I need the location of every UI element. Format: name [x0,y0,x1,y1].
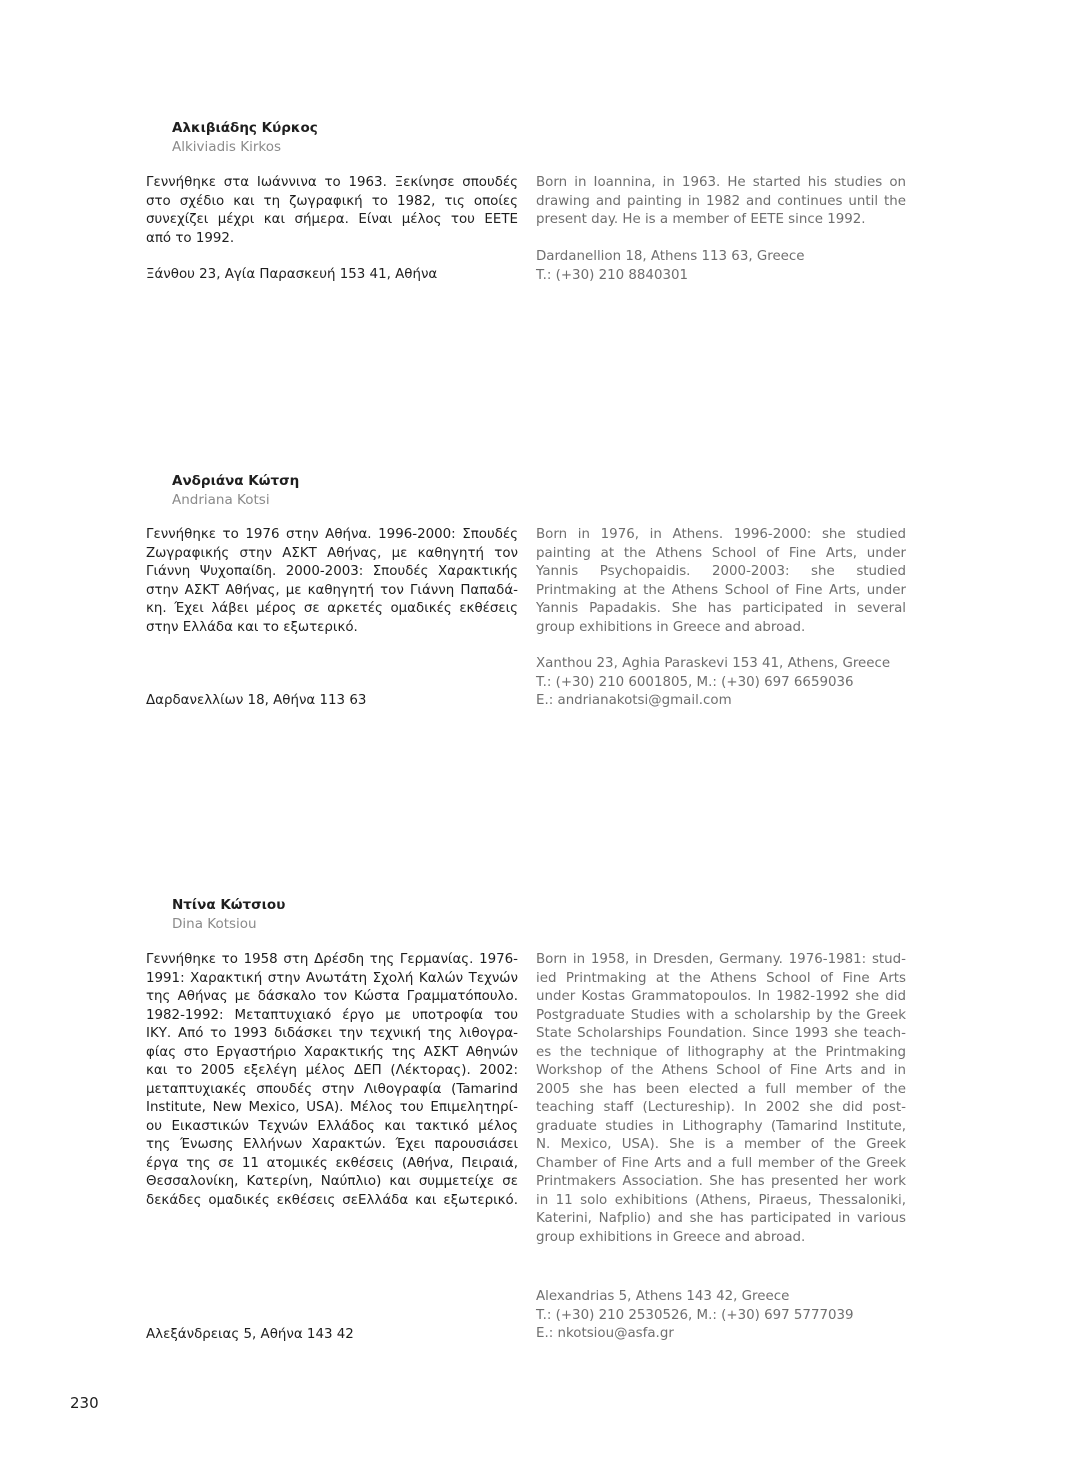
page-number: 230 [70,1394,99,1412]
bio-line: group exhibitions in Greece and abroad. [536,1229,806,1245]
address-english: Dardanellion 18, Athens 113 63, Greece [536,249,805,264]
bio-english [536,526,906,637]
email-english: E.: andrianakotsi@gmail.com [536,693,732,708]
artist-name-greek: Ντίνα Κώτσιου [172,897,286,913]
bio-line: Born in Ioannina, in 1963. He started his studies on [536,175,906,190]
address-greek: Δαρδανελλίων 18, Αθήνα 113 63 [146,693,367,708]
artist-name-english: Dina Kotsiou [172,916,257,932]
bio-line: στην Ελλάδα και το εξωτερικό. [146,619,358,635]
bio-line: Printmaking at the Athens School of Fine Arts, under [536,582,906,598]
address-greek: Αλεξάνδρειας 5, Αθήνα 143 42 [146,1327,354,1342]
bio-line: ΙΚΥ. Από το 1993 διδάσκει την τεχνική της λιθογρα- [146,1026,518,1041]
bio-line: στην ΑΣΚΤ Αθήνας, με καθηγητή τον Γιάννη Παπαδά- [146,582,518,598]
bio-line: Printmakers Association. She has presented her work [536,1174,906,1189]
bio-line: Γεννήθηκε το 1976 στην Αθήνα. 1996-2000: Σπουδές [146,527,518,542]
artist-name-english: Alkiviadis Kirkos [172,139,281,155]
phone-english: T.: (+30) 210 6001805, M.: (+30) 697 6659036 [536,674,854,690]
bio-line: κη. Έχει λάβει μέρος σε αρκετές ομαδικές εκθέσεις [146,601,518,616]
bio-english [536,951,906,1247]
bio-line: από το 1992. [146,230,235,246]
bio-line: Ζωγραφικής στην ΑΣΚΤ Αθήνας, με καθηγητή τον [146,545,518,561]
bio-line: μεταπτυχιακές σπουδές στην Λιθογραφία (Tamarind [146,1081,518,1097]
bio-line: στο σχέδιο και τη ζωγραφική το 1982, τις οποίες [146,193,518,209]
bio-line: ied Printmaking at the Athens School of Fine Arts [536,970,906,986]
bio-line: Θεσσαλονίκη, Κατερίνη, Ναύπλιο) και συμμετείχε σε [146,1174,518,1189]
bio-line: Chamber of Fine Arts and a full member of the Greek [536,1155,906,1171]
bio-line: Institute, New Mexico, USA). Μέλος του Επιμελητηρί- [146,1100,518,1115]
bio-line: 2005 she has been elected a full member of the [536,1081,906,1097]
bio-line: Postgraduate Studies with a scholarship by the Greek [536,1007,906,1023]
address-english: Alexandrias 5, Athens 143 42, Greece [536,1289,790,1304]
bio-line: της Αθήνας με δάσκαλο τον Κώστα Γραμματόπουλο. [146,989,518,1004]
bio-line: Born in 1958, in Dresden, Germany. 1976-1981: stud- [536,952,906,967]
bio-line: συνεχίζει μέχρι και σήμερα. Είναι μέλος του ΕΕΤΕ [146,212,518,227]
bio-line: δεκάδες ομαδικές εκθέσεις σεΕλλάδα και εξωτερικό. [146,1192,518,1208]
artist-name-greek: Αλκιβιάδης Κύρκος [172,120,318,136]
bio-line: group exhibitions in Greece and abroad. [536,619,806,635]
phone-english: T.: (+30) 210 8840301 [536,267,689,283]
contact-english [536,248,906,285]
bio-line: in 11 solo exhibitions (Athens, Piraeus, Thessaloniki, [536,1192,906,1208]
bio-line: graduate studies in Lithography (Tamarind Institute, [536,1118,906,1134]
bio-line: es the technique of lithography at the Printmaking [536,1044,906,1060]
bio-line: Workshop of the Athens School of Fine Arts and in [536,1063,906,1078]
bio-line: της Ένωσης Ελλήνων Χαρακτών. Έχει παρουσιάσει [146,1137,518,1152]
bio-line: present day. He is a member of EETE since 1992. [536,212,866,227]
bio-line: 1991: Χαρακτική στην Ανωτάτη Σχολή Καλών Τεχνών [146,970,518,986]
bio-greek [146,526,518,637]
bio-line: Γιάννη Ψυχοπαίδη. 2000-2003: Σπουδές Χαρακτικής [146,564,518,579]
bio-greek [146,951,518,1210]
bio-line: 1982-1992: Μεταπτυχιακό έργο με υποτροφία του [146,1007,518,1023]
contact-english [536,655,906,711]
bio-line: φίας στο Εργαστήριο Χαρακτικής της ΑΣΚΤ Αθηνών [146,1044,518,1060]
bio-line: N. Mexico, USA). She is a member of the Greek [536,1137,906,1152]
bio-line: έργα της σε 11 ατομικές εκθέσεις (Αθήνα, Πειραιά, [146,1155,518,1171]
bio-line: Γεννήθηκε το 1958 στη Δρέσδη της Γερμανίας. 1976- [146,952,518,967]
bio-line: Γεννήθηκε στα Ιωάννινα το 1963. Ξεκίνησε σπουδές [146,175,518,190]
bio-line: Yannis Papadakis. She has participated in several [536,601,906,616]
bio-line: State Scholarships Foundation. Since 1993 she teach- [536,1026,906,1041]
bio-line: under Kostas Grammatopoulos. In 1982-1992 she did [536,989,906,1004]
bio-line: Yannis Psychopaidis. 2000-2003: she studied [536,564,906,579]
bio-line: Born in 1976, in Athens. 1996-2000: she studied [536,527,906,542]
email-english: E.: nkotsiou@asfa.gr [536,1326,674,1341]
artist-name-greek: Ανδριάνα Κώτση [172,473,300,489]
address-english: Xanthou 23, Aghia Paraskevi 153 41, Athens, Greece [536,656,891,671]
bio-line: Katerini, Nafplio) and she has participated in various [536,1211,906,1226]
contact-english [536,1288,906,1344]
bio-english [536,174,906,230]
bio-greek [146,174,518,248]
bio-line: painting at the Athens School of Fine Arts, under [536,545,906,561]
bio-line: και το 2005 εξελέγη μέλος ΔΕΠ (Λέκτορας). 2002: [146,1063,518,1078]
bio-line: ου Εικαστικών Τεχνών Ελλάδος και τακτικό μέλος [146,1118,518,1134]
phone-english: T.: (+30) 210 2530526, M.: (+30) 697 5777039 [536,1307,854,1323]
bio-line: drawing and painting in 1982 and continues until the [536,193,906,209]
bio-line: teaching staff (Lectureship). In 2002 she did post- [536,1100,906,1115]
artist-name-english: Andriana Kotsi [172,492,270,508]
address-greek: Ξάνθου 23, Αγία Παρασκευή 153 41, Αθήνα [146,267,438,282]
